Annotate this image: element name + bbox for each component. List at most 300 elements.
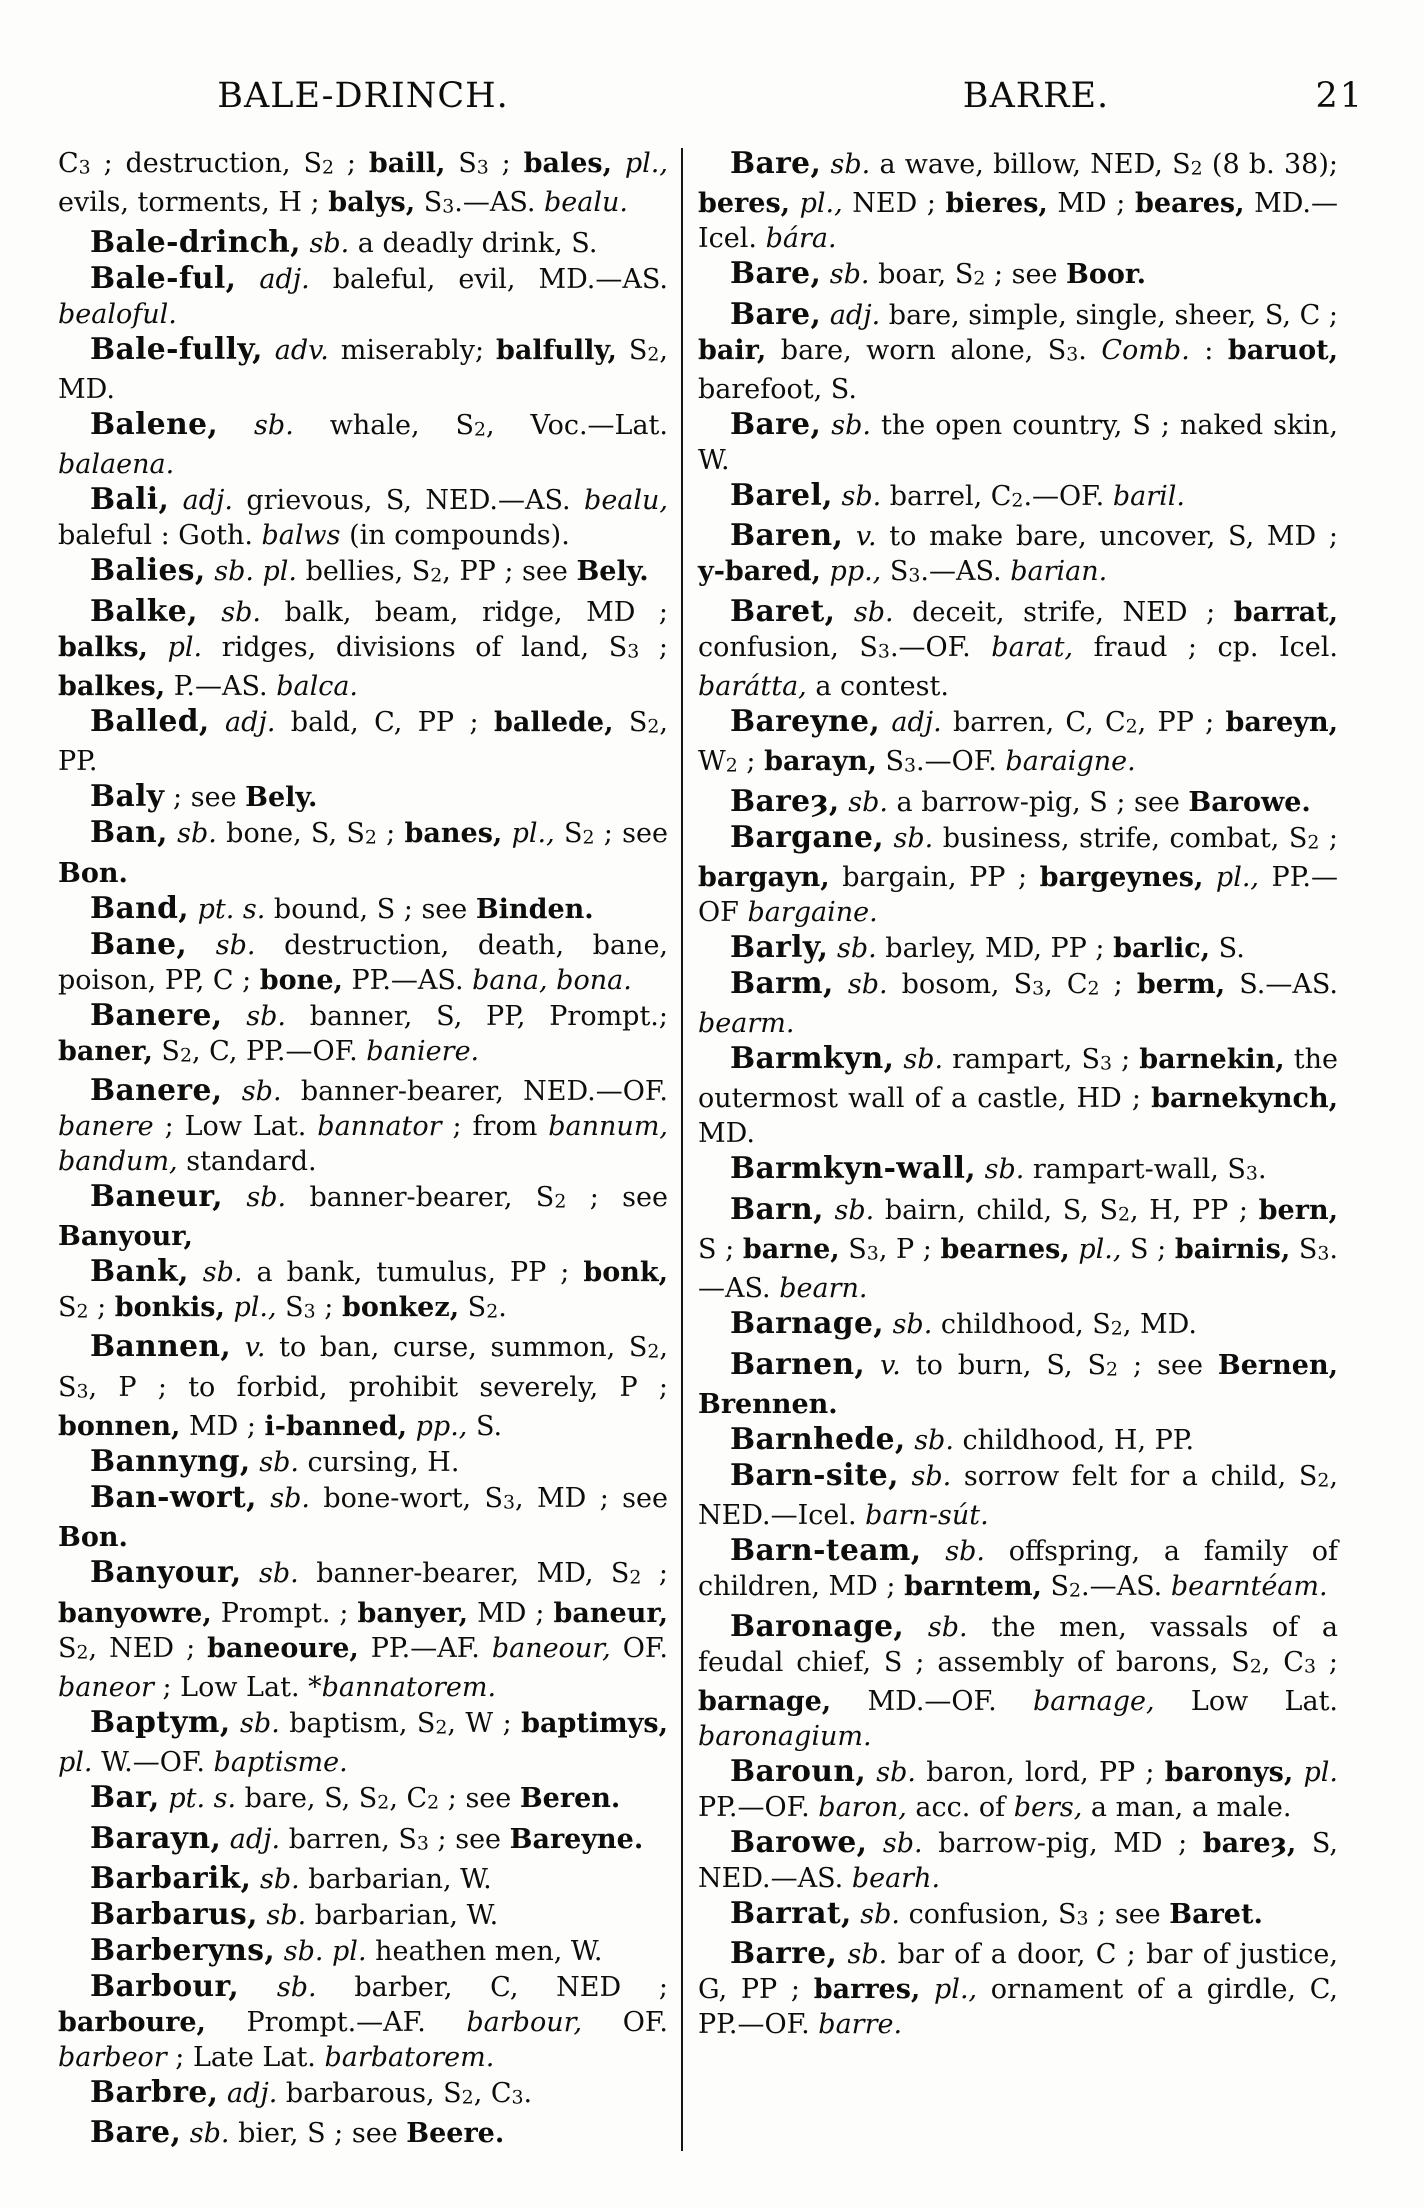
dictionary-entry [698,784,1338,820]
italic-label: sb. [250,1447,299,1479]
plain-text: bone, S, S2 ; [216,818,405,850]
plain-text: cursing, H. [298,1447,460,1479]
italic-label: sb. [218,409,294,441]
plain-text: MD. [698,1118,755,1150]
bold-form: bareȝ, [1202,1827,1297,1859]
italic-label: sb. [833,968,888,1000]
plain-text: MD ; [468,1597,554,1629]
header-right-cell [698,76,1374,116]
plain-text: banner-bearer, MD, S2 ; [298,1558,668,1590]
italic-label: sb. [828,932,877,964]
italic-label: baneor [58,1672,154,1703]
plain-text: S2, NED ; [58,1632,208,1664]
plain-text: MD ; [1047,188,1135,220]
plain-text: miserably; [328,334,497,366]
dictionary-entry [698,704,1338,784]
headword: Barn-site, [730,1458,899,1493]
dictionary-entry [58,1329,668,1444]
dictionary-entry [58,407,668,482]
headword: Bannyng, [90,1444,251,1480]
plain-text: bound, S ; see [265,893,476,925]
italic-label: sb. [866,1756,917,1788]
dictionary-entry [698,478,1338,518]
plain-text: : [1189,334,1228,366]
dictionary-entry [58,815,668,890]
dictionary-entry [58,1821,668,1861]
dictionary-entry [58,1897,668,1933]
plain-text: S3.—OF. [876,746,1006,778]
right-column [698,146,1338,2151]
headword: Barre, [730,1936,838,1972]
italic-label: pp., [407,1411,468,1443]
bold-form: baner, [58,1035,153,1067]
bold-form: bieres, [945,188,1048,220]
italic-label: pl., [612,148,668,179]
bold-form: bargeynes, [1039,861,1204,893]
italic-label: v. [231,1332,266,1364]
italic-label: sb. [823,1194,875,1226]
bold-form: barboure, [58,2006,206,2038]
dictionary-entry [698,1347,1338,1422]
italic-label: sb. [222,1000,286,1032]
dictionary-entry [698,1422,1338,1458]
plain-text: Low Lat. [1154,1685,1338,1717]
dictionary-entry [698,1458,1338,1533]
dictionary-entry [58,2115,668,2151]
italic-label: barn-sút. [865,1500,989,1532]
plain-text: baleful : Goth. [58,520,262,552]
dictionary-entry [58,704,668,779]
plain-text: the outermost wall of a castle, HD ; [698,1044,1338,1115]
italic-label: Comb. [1101,334,1190,366]
plain-text: banner-bearer, NED.—OF. [281,1075,668,1107]
plain-text: childhood, H, PP. [953,1425,1195,1456]
italic-label: sb. [241,1558,299,1590]
bold-form: bair, [698,334,767,366]
plain-text: MD ; [180,1411,265,1443]
plain-text: heathen men, W. [366,1935,603,1967]
plain-text: a man, a male. [1082,1791,1292,1823]
headword: Barbarik, [90,1860,252,1896]
plain-text: S2, C, PP.—OF. [152,1035,367,1067]
bold-form: balkes, [58,670,166,702]
plain-text: acc. of [906,1791,1014,1823]
dictionary-entry [58,482,668,553]
plain-text: a deadly drink, S. [349,227,598,259]
dictionary-entry [58,332,668,407]
headword: Bare, [730,256,822,292]
plain-text: NED ; [842,188,946,220]
bold-form: baruot, [1227,334,1338,366]
italic-label: bearn. [779,1273,868,1305]
italic-label: sb. [188,1257,243,1289]
italic-label: barátta, [698,670,807,702]
italic-label: sb. [257,1899,307,1931]
plain-text: S2, MD. [58,334,668,405]
italic-label: sb. [883,822,934,854]
dictionary-entry [698,1192,1338,1307]
headword: Balke, [90,593,198,629]
italic-label: bára. [765,223,837,255]
italic-label: barbatorem. [324,2041,495,2073]
italic-label: v. [843,521,877,553]
headword: Bare, [730,406,822,442]
headword: Bareyne, [730,703,881,739]
italic-label: sb. [894,1044,944,1076]
italic-label: pt. s. [159,1783,237,1815]
plain-text: confusion, S3.—OF. [698,631,992,663]
plain-text: confusion, S3 ; see [900,1898,1170,1930]
plain-text: grievous, S, NED.—AS. [232,485,585,517]
italic-label: barre. [818,2009,903,2041]
dictionary-entry [58,225,668,261]
italic-label: pl., [502,818,555,850]
italic-label: balca. [276,670,359,702]
plain-text: S2, PP. [58,706,668,778]
bold-form: Boor. [1066,259,1147,291]
plain-text: childhood, S2, MD. [932,1309,1197,1341]
italic-label: sb. [187,929,256,961]
headword: Bali, [90,482,170,518]
dictionary-entry [698,1936,1338,2042]
italic-label: bealoful. [58,298,177,330]
left-column [58,146,668,2151]
plain-text: S3.—AS. [881,556,1011,588]
italic-label: adj. [821,299,881,331]
italic-label: pl., [790,188,843,220]
plain-text: S2 ; see [554,818,668,850]
plain-text: barbarous, S2, C3. [277,2077,533,2109]
dictionary-entry [698,256,1338,296]
plain-text: bar of a door, C ; bar of justice, G, PP ; [698,1939,1338,2006]
italic-label: sb. [883,1309,933,1341]
italic-label: sb. [921,1536,985,1568]
headword: Bank, [90,1254,189,1290]
italic-label: banere [58,1110,154,1142]
italic-label: bannator [317,1110,442,1142]
plain-text: OF. [582,2006,668,2038]
italic-label: adj. [209,706,276,738]
bold-form: barayn, [764,746,877,778]
italic-label: baneour, [491,1632,611,1664]
plain-text: a bank, tumulus, PP ; [242,1257,584,1289]
italic-label: pl. [1293,1756,1338,1788]
bold-form: bern, [1258,1194,1338,1226]
plain-text: PP.—OF [698,861,1338,928]
headword: Barbour, [90,1968,240,2004]
header-left-title: BALE-DRINCH. [217,76,509,116]
dictionary-entry [58,2075,668,2115]
italic-label: barbour, [466,2006,583,2038]
plain-text: ; Late Lat. [166,2041,325,2073]
plain-text: P.—AS. [165,670,277,702]
italic-label: bannum, bandum, [58,1110,668,1177]
italic-label: sb. [839,786,888,818]
italic-label: sb. [181,2118,230,2150]
headword: Bannen, [90,1329,232,1365]
bold-form: i-banned, [264,1411,408,1443]
italic-label: sb. [222,1075,282,1107]
headword: Bale-fully, [90,331,263,367]
headword: Bare, [730,146,822,181]
dictionary-entry [58,1705,668,1780]
plain-text: S ; [1121,1234,1175,1266]
bold-form: balks, [58,631,148,663]
bold-form: Binden. [475,893,594,925]
italic-label: baril. [1112,480,1185,512]
dictionary-entry [58,891,668,927]
italic-label: baniere. [366,1035,480,1067]
headword: Bar, [90,1780,160,1816]
italic-label: sb. [832,480,882,512]
bold-form: bonkez, [341,1292,460,1324]
headword: Banere, [90,997,223,1033]
plain-text: S ; [698,1234,743,1266]
italic-label: sb. [256,1483,310,1515]
plain-text: S. [1210,932,1245,964]
headword: Bareȝ, [730,783,840,819]
bold-form: bearnes, [940,1234,1070,1266]
dictionary-entry [58,1444,668,1480]
bold-form: baill, [368,148,446,179]
plain-text: S.—AS. [1225,968,1338,1000]
italic-label: adj. [218,2077,278,2109]
plain-text: S2.—AS. [1041,1571,1171,1603]
bold-form: barnage, [698,1685,832,1717]
entry-continuation [58,146,668,225]
italic-label: sb. [904,1611,968,1643]
headword: Banyour, [90,1555,242,1591]
italic-label: baronagium. [698,1720,872,1752]
italic-label: baraigne. [1005,746,1136,778]
bold-form: banyer, [357,1597,469,1629]
dictionary-entry [58,1933,668,1969]
plain-text: OF. [610,1632,668,1664]
plain-text: deceit, strife, NED ; [893,596,1234,628]
plain-text: fraud ; cp. Icel. [1073,631,1338,663]
plain-text: the men, vassals of a feudal chief, S ; assembly of barons, S2, C3 ; [698,1611,1338,1678]
plain-text: ; Low Lat. [153,1110,318,1142]
bold-form: Bareyne. [509,1823,644,1855]
italic-label: sb. [867,1827,923,1859]
italic-label: bealu, [584,485,668,517]
plain-text: to ban, curse, summon, S2, S3, P ; to forbid, prohibit severely, P ; [58,1332,668,1403]
dictionary-entry [698,594,1338,704]
italic-label: balws [261,520,341,552]
text-columns [58,146,1424,2151]
dictionary-entry [698,820,1338,930]
dictionary-entry [58,1480,668,1555]
plain-text: destruction, death, bane, poison, PP, C ; [58,929,668,996]
headword: Baneur, [90,1178,224,1214]
bold-form: Bernen, Brennen. [698,1349,1338,1420]
dictionary-entry [58,1780,668,1820]
plain-text: W.—OF. [92,1747,214,1779]
dictionary-entry [58,779,668,815]
italic-label: adv. [262,334,329,366]
headword: Barn, [730,1191,824,1227]
plain-text: S3 ; [276,1292,342,1324]
bold-form: bonnen, [58,1411,181,1443]
headword: Baret, [730,593,836,629]
headword: Baptym, [90,1705,231,1740]
italic-label: pl., [224,1292,277,1324]
italic-label: sb. pl. [205,556,298,588]
plain-text: ridges, divisions of land, S3 ; [202,631,668,663]
plain-text: barren, S3 ; see [280,1823,510,1855]
italic-label: sb. [837,1939,888,1971]
plain-text: bare, S, S2, C2 ; see [236,1783,520,1815]
plain-text: business, strife, combat, S2 ; [933,822,1338,854]
plain-text: C3 ; destruction, S2 ; [58,148,369,179]
bold-form: bairnis, [1174,1234,1291,1266]
bold-form: baronys, [1164,1756,1294,1788]
italic-label: sb. [197,596,262,628]
plain-text: (in compounds). [340,520,570,552]
italic-label: pl. [147,631,203,663]
italic-label: bearntéam. [1170,1571,1328,1603]
italic-label: sb. [905,1425,954,1456]
headword: Bargane, [730,819,884,855]
bold-form: Bely. [576,556,649,588]
headword: Bale-drinch, [90,224,301,260]
plain-text: bald, C, PP ; [275,706,494,738]
dictionary-entry [698,1533,1338,1608]
dictionary-entry [58,553,668,593]
italic-label: sb. [835,596,894,628]
bold-form: beres, [698,188,791,220]
plain-text: ; see [164,782,246,814]
plain-text: the open country, S ; naked skin, W. [698,409,1339,476]
plain-text: barefoot, S. [698,373,857,405]
plain-text: banner-bearer, S2 ; see [286,1181,668,1213]
bold-form: baptimys, [521,1708,668,1739]
plain-text: to make bare, uncover, S, MD ; [876,521,1338,553]
italic-label: barnage, [1032,1685,1155,1717]
plain-text: standard. [177,1145,317,1177]
bold-form: barne, [742,1234,840,1266]
italic-label: sb. [167,818,217,850]
plain-text: evils, torments, H ; [58,187,329,219]
plain-text: MD.—Icel. [698,188,1338,255]
dictionary-entry [58,261,668,332]
italic-label: adj. [169,485,233,517]
plain-text: baleful, evil, MD.—AS. [309,263,668,295]
plain-text: bellies, S2, PP ; see [297,556,577,588]
italic-label: baptisme. [213,1747,348,1779]
headword: Balene, [90,406,219,442]
dictionary-entry [58,927,668,998]
bold-form: barnekynch, [1151,1083,1338,1115]
italic-label: barat, [991,631,1074,663]
bold-form: balfully, [496,334,617,366]
italic-label: sb. pl. [275,1935,367,1967]
bold-form: bone, [259,964,343,996]
italic-label: adj. [221,1823,281,1855]
italic-label: sb. [300,227,350,259]
plain-text: bairn, child, S, S2, H, PP ; [874,1194,1259,1226]
plain-text: S3 ; [445,148,524,179]
headword: Barbarus, [90,1896,258,1932]
italic-label: pl. [58,1747,93,1779]
italic-label: sb. [223,1181,287,1213]
italic-label: pl., [1203,861,1259,893]
plain-text: S3, P ; [839,1234,941,1266]
bold-form: Banyour, [58,1221,193,1253]
plain-text: boar, S2 ; see [869,259,1067,291]
italic-label: sb. [251,1863,300,1895]
plain-text: baron, lord, PP ; [916,1756,1165,1788]
headword: Ban-wort, [90,1480,257,1516]
bold-form: banes, [404,818,503,850]
plain-text: baptism, S2, W ; [279,1708,522,1739]
dictionary-entry [58,594,668,704]
italic-label: balaena. [58,449,175,481]
italic-label: sb. [821,259,870,291]
plain-text: Prompt.—AF. [205,2006,467,2038]
plain-text: ; Low Lat. [153,1672,309,1703]
plain-text: ornament of a girdle, C, PP.—OF. [698,1974,1338,2041]
bold-form: barrat, [1233,596,1338,628]
bold-form: bonkis, [114,1292,225,1324]
headword: Balled, [90,703,210,739]
plain-text: a wave, billow, NED, S2 (8 b. 38); [870,149,1338,180]
plain-text: whale, S2, Voc.—Lat. [293,409,668,441]
dictionary-entry [58,1179,668,1254]
bold-form: berm, [1136,968,1226,1000]
headword: Bale-ful, [90,260,237,296]
bold-form: ballede, [493,706,614,738]
bold-form: baneoure, [207,1632,359,1664]
italic-label: bargaine. [747,896,878,928]
headword: Barnen, [730,1346,866,1382]
dictionary-entry [58,998,668,1073]
plain-text: PP.—OF. [698,1791,819,1823]
column-divider-rule [681,148,683,2151]
plain-text: barrow-pig, MD ; [922,1827,1203,1859]
italic-label: bana, bona. [472,964,632,996]
headword: Barnage, [730,1306,884,1342]
italic-label: sb. [230,1708,280,1739]
plain-text: barley, MD, PP ; [876,932,1114,964]
plain-text: S3.—AS. [415,187,545,219]
dictionary-entry [698,297,1338,407]
plain-text: sorrow felt for a child, S2, NED.—Icel. [698,1461,1339,1532]
bold-form: barntem, [904,1571,1042,1603]
headword: Baronage, [730,1608,905,1644]
bold-form: bonk, [583,1257,668,1289]
plain-text: to burn, S, S2 ; see [900,1349,1218,1381]
headword: Barel, [730,477,833,513]
dictionary-entry [58,1555,668,1705]
plain-text: bare, worn alone, S3. [766,334,1102,366]
bold-form: barnekin, [1139,1044,1285,1076]
plain-text: S2 ; [58,1292,115,1324]
headword: Barmkyn, [730,1041,895,1077]
plain-text: Prompt. ; [211,1597,358,1629]
dictionary-entry [58,1969,668,2075]
bold-form: Baret. [1169,1898,1263,1930]
plain-text: a barrow-pig, S ; see [887,786,1189,818]
plain-text: barbarian, W. [299,1863,492,1895]
italic-label: bealu. [544,187,628,219]
italic-label: bearh. [851,1862,941,1894]
italic-label: pl., [920,1974,978,2006]
italic-label: adj. [236,263,310,295]
italic-label: pt. s. [189,893,266,925]
headword: Bare, [90,2115,182,2151]
bold-form: bales, [523,148,613,179]
